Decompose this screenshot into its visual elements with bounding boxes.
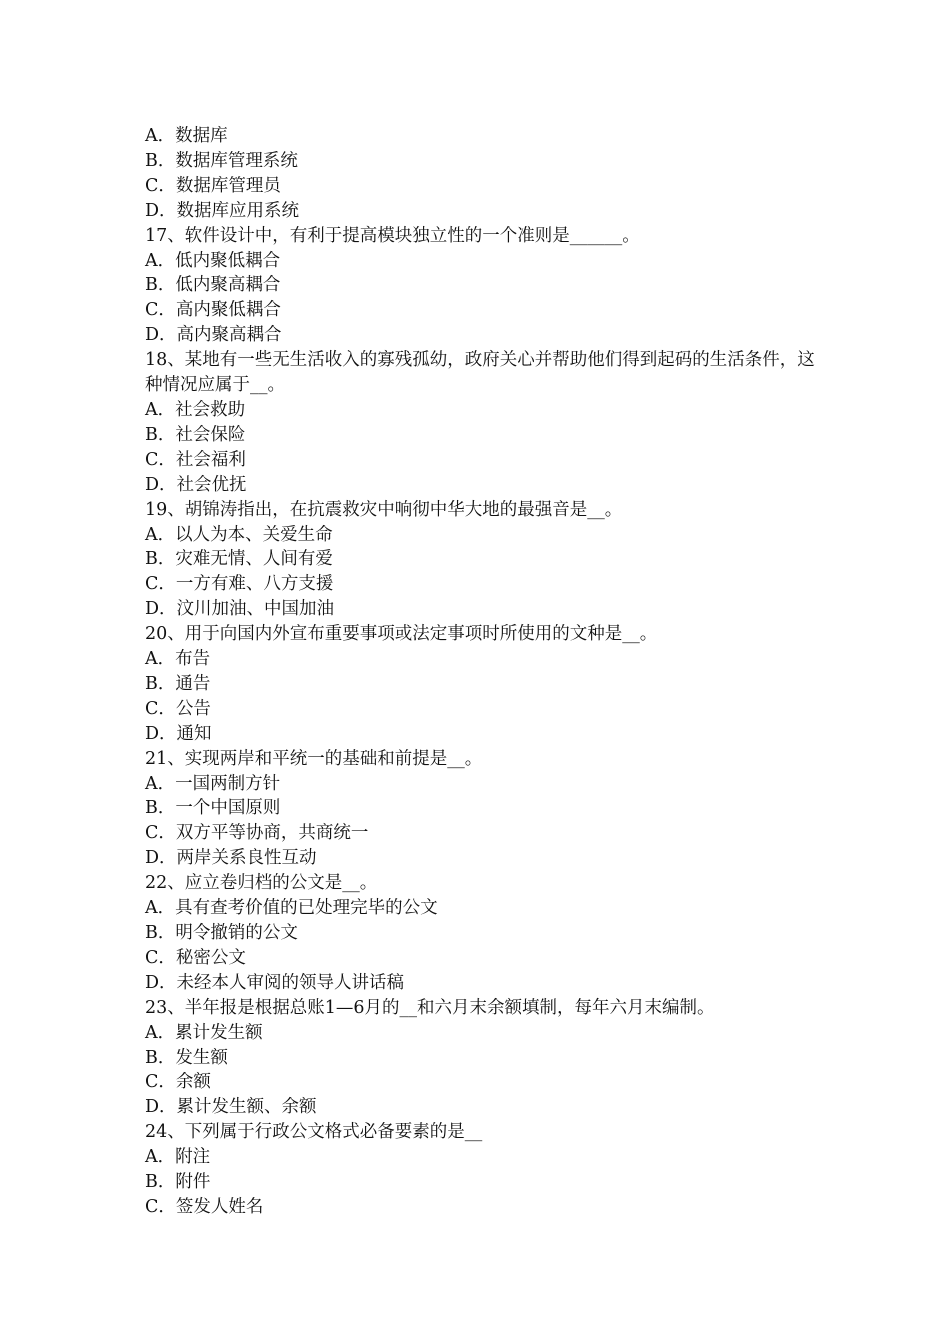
- question-18: 18、某地有一些无生活收入的寡残孤幼，政府关心并帮助他们得到起码的生活条件，这种情况应属于__。: [145, 350, 815, 396]
- document-body: [145, 124, 815, 1220]
- option-line: B．明令撤销的公文: [145, 923, 298, 943]
- option-line: D．两岸关系良性互动: [145, 848, 317, 869]
- option-line: A．数据库: [145, 126, 228, 146]
- option-line: A．附注: [145, 1147, 211, 1168]
- option-line: D．汶川加油、中国加油: [145, 599, 335, 620]
- option-line: C．双方平等协商，共商统一: [145, 823, 369, 844]
- option-line: B．附件: [145, 1172, 211, 1193]
- question-23: 23、半年报是根据总账1—6月的__和六月末余额填制，每年六月末编制。: [145, 997, 715, 1018]
- option-line: A．社会救助: [145, 399, 246, 420]
- option-line: C．余额: [145, 1072, 211, 1093]
- option-line: B．低内聚高耦合: [145, 275, 281, 296]
- question-17: 17、软件设计中，有利于提高模块独立性的一个准则是______。: [145, 225, 640, 246]
- question-24: 24、下列属于行政公文格式必备要素的是__: [145, 1122, 483, 1143]
- question-19: 19、胡锦涛指出，在抗震救灾中响彻中华大地的最强音是__。: [145, 499, 623, 520]
- option-line: D．累计发生额、余额: [145, 1097, 317, 1118]
- option-line: C．社会福利: [145, 449, 246, 470]
- option-line: A．布告: [145, 649, 211, 670]
- option-line: C．数据库管理员: [145, 175, 281, 196]
- option-line: A．以人为本、关爱生命: [145, 524, 333, 545]
- option-line: B．发生额: [145, 1047, 228, 1068]
- option-line: A．低内聚低耦合: [145, 250, 281, 271]
- option-line: B．通告: [145, 673, 211, 694]
- option-line: C．一方有难、八方支援: [145, 574, 334, 595]
- option-line: A．具有查考价值的已处理完毕的公文: [145, 898, 438, 919]
- option-line: B．数据库管理系统: [145, 150, 298, 171]
- option-line: D．社会优抚: [145, 474, 247, 495]
- option-line: C．高内聚低耦合: [145, 300, 281, 321]
- option-line: D．数据库应用系统: [145, 200, 300, 221]
- option-line: D．通知: [145, 723, 212, 744]
- option-line: C．秘密公文: [145, 947, 246, 968]
- option-line: C．签发人姓名: [145, 1196, 264, 1217]
- option-line: D．未经本人审阅的领导人讲话稿: [145, 972, 405, 993]
- question-20: 20、用于向国内外宣布重要事项或法定事项时所使用的文种是__。: [145, 624, 658, 645]
- option-line: B．一个中国原则: [145, 798, 281, 819]
- question-21: 21、实现两岸和平统一的基础和前提是__。: [145, 748, 483, 769]
- option-line: A．一国两制方针: [145, 773, 281, 794]
- option-line: A．累计发生额: [145, 1022, 263, 1043]
- option-line: B．灾难无情、人间有爱: [145, 549, 333, 570]
- question-22: 22、应立卷归档的公文是__。: [145, 873, 378, 894]
- option-line: B．社会保险: [145, 424, 246, 445]
- option-line: D．高内聚高耦合: [145, 325, 282, 346]
- option-line: C．公告: [145, 698, 211, 719]
